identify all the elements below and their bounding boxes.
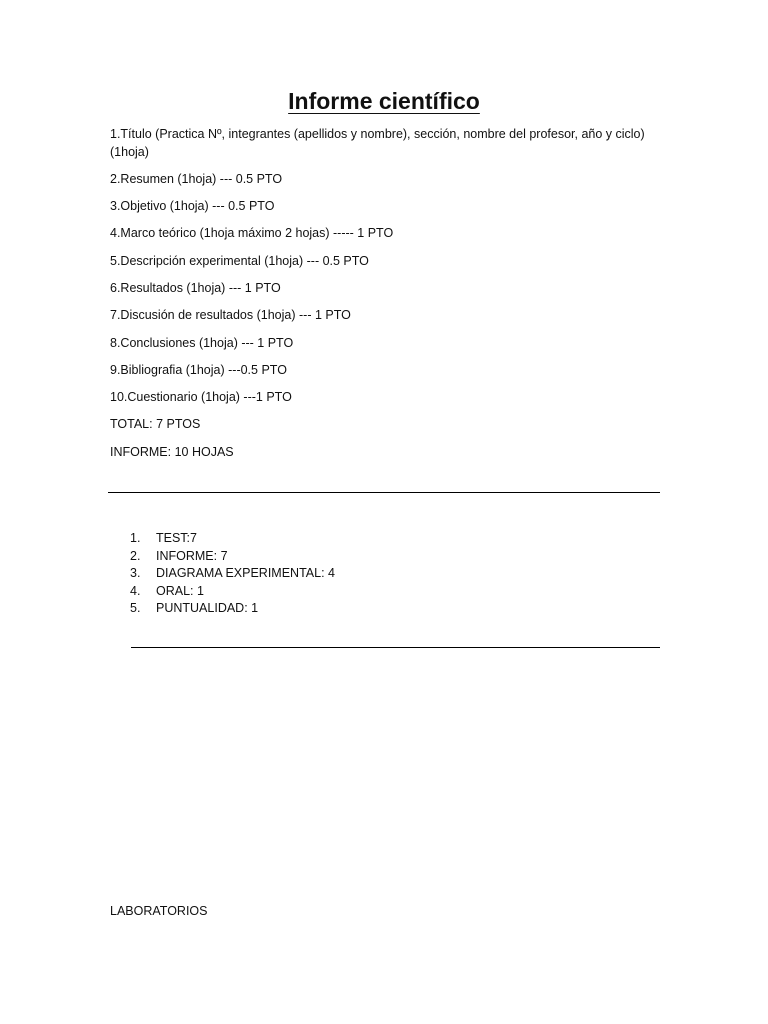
report-item-marco-teorico: 4.Marco teórico (1hoja máximo 2 hojas) ----- 1 PTO [110,226,394,241]
grading-item-text: INFORME: 7 [156,548,228,563]
grading-item-text: ORAL: 1 [156,583,204,598]
report-item-titulo: 1.Título (Practica Nº, integrantes (apellidos y nombre), sección, nombre del profesor, año y ciclo) (1hoja) [110,127,645,159]
grading-item-number: 1. [130,531,141,545]
grading-item-number: 3. [130,566,141,581]
report-item-resumen: 2.Resumen (1hoja) --- 0.5 PTO [110,171,283,186]
grading-list [130,530,335,618]
grading-item-text: TEST:7 [156,531,197,545]
grading-item [130,530,335,548]
grading-item [130,583,335,601]
report-item-objetivo: 3.Objetivo (1hoja) --- 0.5 PTO [110,199,275,214]
report-page-count: INFORME: 10 HOJAS [110,444,234,459]
grading-item [130,565,335,583]
grading-item-text: DIAGRAMA EXPERIMENTAL: 4 [156,566,335,581]
report-item-conclusiones: 8.Conclusiones (1hoja) --- 1 PTO [110,335,294,350]
grading-item-number: 2. [130,548,141,563]
report-item-resultados: 6.Resultados (1hoja) --- 1 PTO [110,280,281,295]
divider-top [108,492,660,493]
report-sections-list [110,126,650,471]
report-item-bibliografia: 9.Bibliografia (1hoja) ---0.5 PTO [110,362,287,377]
footer-label: LABORATORIOS [110,904,208,918]
report-item-cuestionario: 10.Cuestionario (1hoja) ---1 PTO [110,390,292,405]
grading-item [130,548,335,566]
document-title [0,84,768,118]
grading-item-number: 4. [130,583,141,598]
divider-bottom [131,647,660,648]
report-item-descripcion-experimental: 5.Descripción experimental (1hoja) --- 0.5 PTO [110,253,369,268]
report-total: TOTAL: 7 PTOS [110,417,201,432]
grading-item [130,600,335,618]
report-item-discusion: 7.Discusión de resultados (1hoja) --- 1 PTO [110,308,351,323]
document-title-text: Informe científico [288,88,480,114]
grading-item-text: PUNTUALIDAD: 1 [156,601,259,616]
grading-item-number: 5. [130,601,141,616]
